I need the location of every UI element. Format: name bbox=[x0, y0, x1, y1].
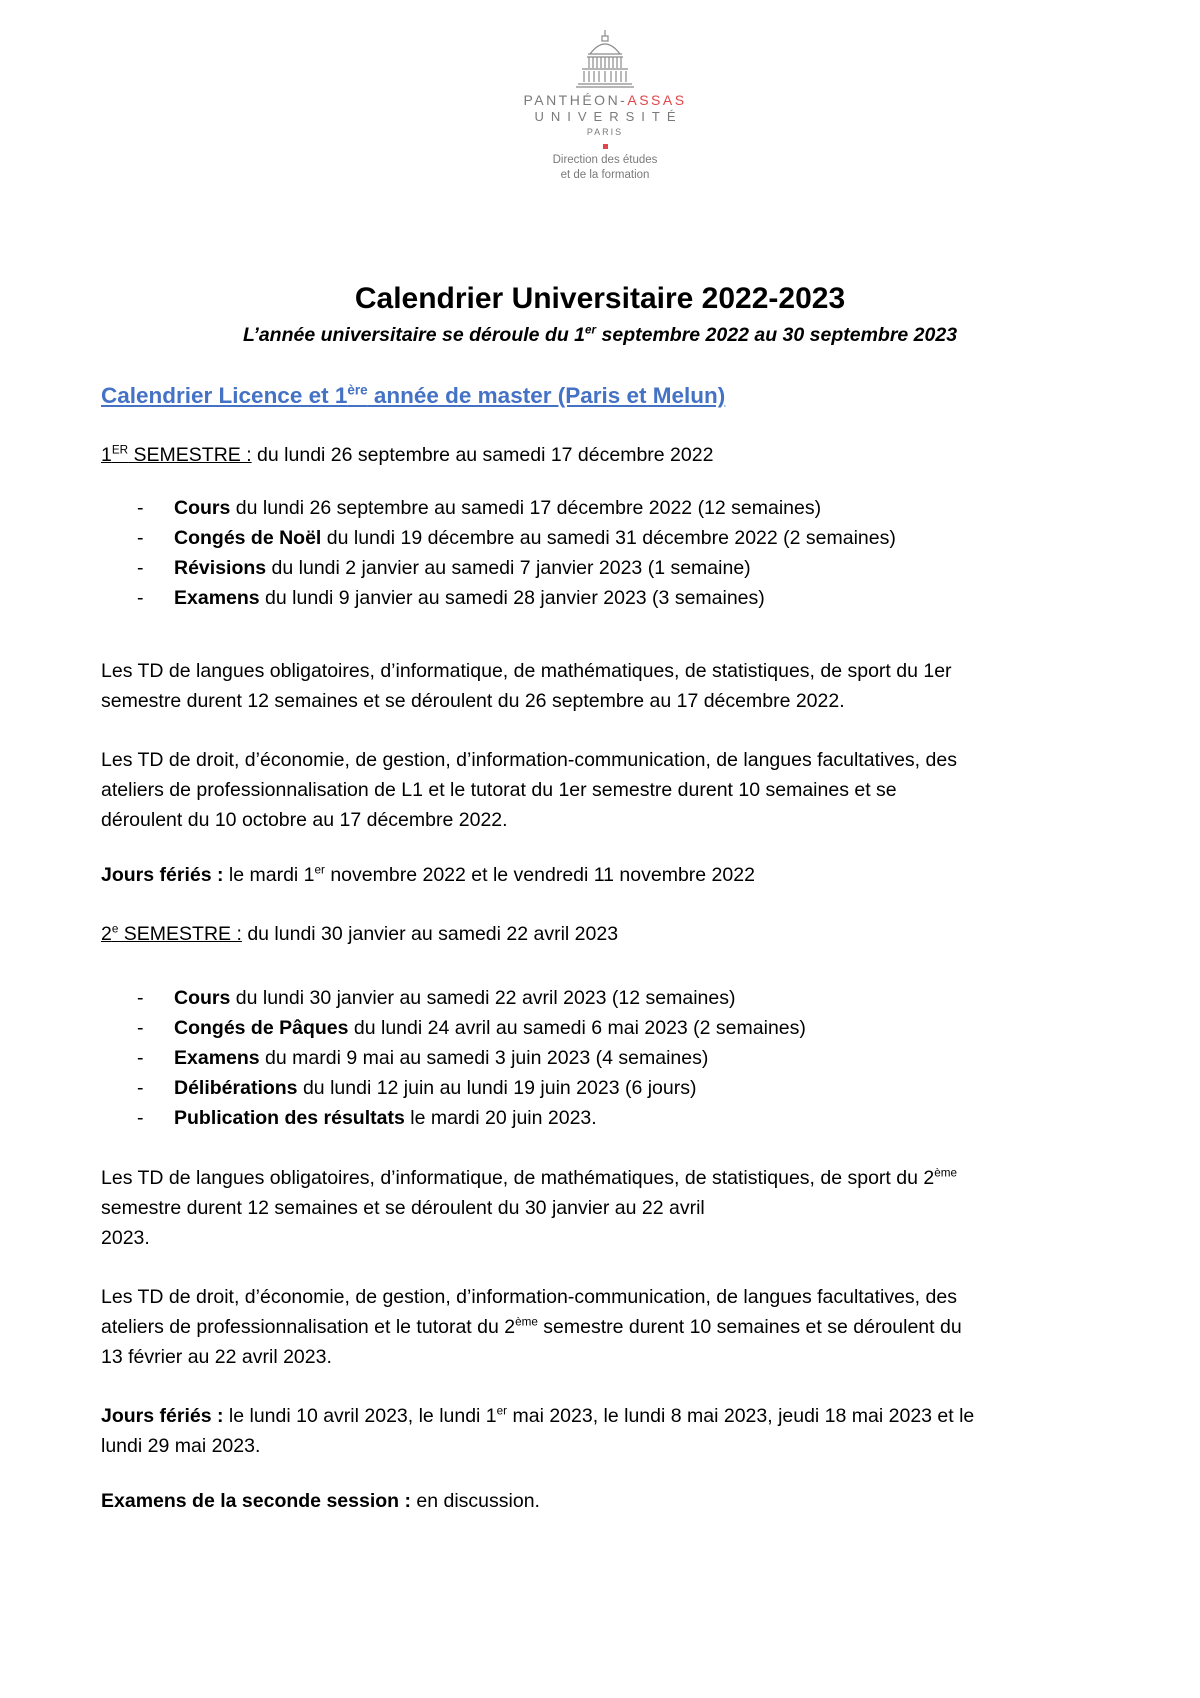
logo-city: PARIS bbox=[586, 127, 624, 137]
semester2-paragraph-2 bbox=[101, 1282, 1111, 1372]
semester1-holidays bbox=[101, 864, 755, 887]
list-item-text: du lundi 24 avril au samedi 6 mai 2023 (2 semaines) bbox=[348, 1017, 806, 1039]
holidays-sup: er bbox=[314, 863, 325, 877]
paragraph-line: Les TD de langues obligatoires, d’informatique, de mathématiques, de statistiques, de sport du 1er bbox=[101, 660, 952, 682]
section-heading-part1: Calendrier Licence et 1 bbox=[101, 383, 348, 408]
logo-department-line1: Direction des études bbox=[552, 154, 658, 166]
semester2-heading bbox=[101, 923, 618, 946]
paragraph-line-text: semestre durent 10 semaines et se déroulent du bbox=[537, 1316, 962, 1338]
semester1-heading-dates: du lundi 26 septembre au samedi 17 décembre 2022 bbox=[251, 444, 714, 466]
holidays-text-part1: le mardi 1 bbox=[223, 864, 315, 886]
list-item-label: Cours bbox=[174, 497, 231, 519]
list-item-text: du lundi 30 janvier au samedi 22 avril 2023 (12 semaines) bbox=[230, 987, 736, 1009]
list-item-label: Révisions bbox=[174, 557, 267, 579]
university-logo bbox=[520, 28, 690, 183]
paragraph-line-sup: ème bbox=[515, 1315, 538, 1329]
paragraph-line: lundi 29 mai 2023. bbox=[101, 1435, 261, 1457]
logo-wordmark bbox=[520, 92, 690, 108]
list-item-label: Congés de Pâques bbox=[174, 1017, 349, 1039]
second-session-label: Examens de la seconde session : bbox=[101, 1490, 411, 1512]
second-session-note bbox=[101, 1490, 540, 1513]
paragraph-line: 2023. bbox=[101, 1227, 150, 1249]
list-item bbox=[101, 523, 896, 553]
semester2-heading-label bbox=[101, 923, 242, 945]
paragraph-line: semestre durent 12 semaines et se déroulent du 30 janvier au 22 avril bbox=[101, 1197, 705, 1219]
paragraph-line-text: ateliers de professionnalisation et le tutorat du 2 bbox=[101, 1316, 516, 1338]
dash-bullet-icon: - bbox=[137, 987, 144, 1009]
semester2-heading-dates: du lundi 30 janvier au samedi 22 avril 2023 bbox=[241, 923, 619, 945]
list-item bbox=[101, 983, 806, 1013]
section-heading-sup: ère bbox=[347, 382, 368, 398]
dash-bullet-icon: - bbox=[137, 1047, 144, 1069]
list-item bbox=[101, 583, 896, 613]
document-subtitle bbox=[0, 324, 1200, 347]
paragraph-line: 13 février au 22 avril 2023. bbox=[101, 1346, 332, 1368]
holidays-label: Jours fériés : bbox=[101, 864, 224, 886]
list-item-label: Cours bbox=[174, 987, 231, 1009]
subtitle-part1: L’année universitaire se déroule du 1 bbox=[242, 324, 586, 346]
semester1-heading-label bbox=[101, 444, 252, 466]
paragraph-line bbox=[101, 1163, 1111, 1193]
subtitle-part2: septembre 2022 au 30 septembre 2023 bbox=[596, 324, 958, 346]
list-item bbox=[101, 553, 896, 583]
list-item-label: Délibérations bbox=[174, 1077, 298, 1099]
holidays-text-part1: le lundi 10 avril 2023, le lundi 1 bbox=[223, 1405, 497, 1427]
logo-wordmark-accent: ASSAS bbox=[627, 92, 687, 108]
paragraph-line: déroulent du 10 octobre au 17 décembre 2022. bbox=[101, 809, 508, 831]
subtitle-sup: er bbox=[585, 323, 597, 337]
semester1-heading-num: 1 bbox=[101, 444, 112, 466]
list-item-text: du lundi 2 janvier au samedi 7 janvier 2023 (1 semaine) bbox=[266, 557, 751, 579]
second-session-text: en discussion. bbox=[410, 1490, 540, 1512]
list-item bbox=[101, 1073, 806, 1103]
semester2-heading-sup: e bbox=[111, 922, 119, 936]
section-heading-part2: année de master (Paris et Melun) bbox=[367, 383, 726, 408]
list-item bbox=[101, 1043, 806, 1073]
logo-red-square-icon bbox=[603, 144, 608, 149]
pantheon-dome-icon bbox=[570, 28, 640, 90]
list-item bbox=[101, 493, 896, 523]
dash-bullet-icon: - bbox=[137, 497, 144, 519]
holidays-label: Jours fériés : bbox=[101, 1405, 224, 1427]
semester1-paragraph-1 bbox=[101, 656, 1111, 716]
list-item-label: Examens bbox=[174, 587, 260, 609]
dash-bullet-icon: - bbox=[137, 1107, 144, 1129]
logo-wordmark-part1: PANTHÉON- bbox=[523, 92, 628, 108]
holidays-sup: er bbox=[496, 1404, 508, 1418]
list-item-label: Examens bbox=[174, 1047, 260, 1069]
dash-bullet-icon: - bbox=[137, 587, 144, 609]
list-item-label: Congés de Noël bbox=[174, 527, 322, 549]
paragraph-line: Les TD de droit, d’économie, de gestion, d’information-communication, de langues facultatives, des bbox=[101, 1286, 957, 1308]
dash-bullet-icon: - bbox=[137, 1017, 144, 1039]
list-item-text: le mardi 20 juin 2023. bbox=[404, 1107, 597, 1129]
paragraph-line bbox=[101, 1401, 1111, 1431]
semester2-list bbox=[101, 983, 806, 1133]
section-heading bbox=[101, 383, 725, 409]
dash-bullet-icon: - bbox=[137, 1077, 144, 1099]
list-item-text: du mardi 9 mai au samedi 3 juin 2023 (4 semaines) bbox=[259, 1047, 709, 1069]
document-title: Calendrier Universitaire 2022-2023 bbox=[354, 282, 846, 315]
list-item-text: du lundi 12 juin au lundi 19 juin 2023 (6 jours) bbox=[297, 1077, 697, 1099]
paragraph-line: semestre durent 12 semaines et se déroulent du 26 septembre au 17 décembre 2022. bbox=[101, 690, 845, 712]
paragraph-line-sup: ème bbox=[934, 1166, 957, 1180]
list-item bbox=[101, 1103, 806, 1133]
holidays-text-part2: novembre 2022 et le vendredi 11 novembre 2022 bbox=[324, 864, 755, 886]
semester1-heading bbox=[101, 444, 713, 467]
logo-universite: UNIVERSITÉ bbox=[534, 109, 683, 124]
paragraph-line: ateliers de professionnalisation de L1 et le tutorat du 1er semestre durent 10 semaines et se bbox=[101, 779, 897, 801]
list-item bbox=[101, 1013, 806, 1043]
semester2-paragraph-1 bbox=[101, 1163, 1111, 1253]
list-item-label: Publication des résultats bbox=[174, 1107, 405, 1129]
semester2-heading-text: SEMESTRE : bbox=[118, 923, 242, 945]
logo-department bbox=[520, 153, 690, 183]
dash-bullet-icon: - bbox=[137, 527, 144, 549]
logo-department-line2: et de la formation bbox=[560, 169, 650, 181]
semester2-heading-num: 2 bbox=[101, 923, 112, 945]
holidays-text-part2: mai 2023, le lundi 8 mai 2023, jeudi 18 mai 2023 et le bbox=[507, 1405, 975, 1427]
semester1-heading-text: SEMESTRE : bbox=[128, 444, 252, 466]
paragraph-line bbox=[101, 1312, 1111, 1342]
list-item-text: du lundi 9 janvier au samedi 28 janvier 2023 (3 semaines) bbox=[259, 587, 765, 609]
paragraph-line: Les TD de droit, d’économie, de gestion, d’information-communication, de langues facultatives, des bbox=[101, 749, 957, 771]
semester1-heading-sup: ER bbox=[111, 443, 129, 457]
paragraph-line-text: Les TD de langues obligatoires, d’informatique, de mathématiques, de statistiques, de sport du 2 bbox=[101, 1167, 935, 1189]
list-item-text: du lundi 26 septembre au samedi 17 décembre 2022 (12 semaines) bbox=[230, 497, 822, 519]
list-item-text: du lundi 19 décembre au samedi 31 décembre 2022 (2 semaines) bbox=[321, 527, 896, 549]
dash-bullet-icon: - bbox=[137, 557, 144, 579]
semester1-paragraph-2 bbox=[101, 745, 1111, 835]
semester2-holidays bbox=[101, 1401, 1111, 1461]
semester1-list bbox=[101, 493, 896, 613]
